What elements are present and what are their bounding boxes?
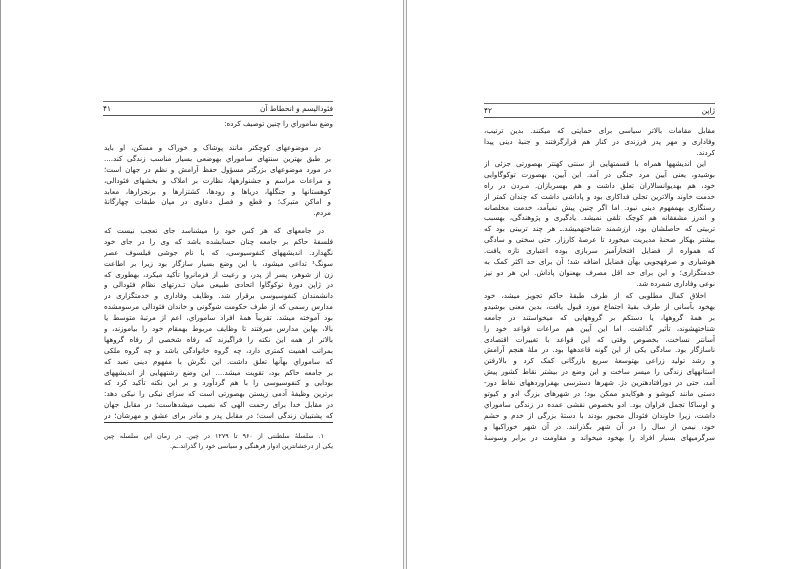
body-line: که ساموراي بهآنها تعلق داشت. این نگرش با مفهوم دینی تعبد که: [104, 356, 333, 366]
body-line: اخلاق کمال مطلوبی که از طرف طبقهٔ حاکم تجویز میشد، خود: [484, 291, 706, 300]
right-page-header: [484, 103, 715, 118]
body-line: بالاتر از همه این نکته را فراگیرند که رفاه شخصی از رفاه گروهها: [104, 334, 333, 344]
body-line: و رشد تولید زراعی بهتوسعهٔ سریع بازرگانی کمک کرد و بالارفتن: [484, 356, 715, 366]
body-line: دستی مانند کیوشو و هوکایدو ممکن بود؛ در شهرهای بزرگ ادو و کیوتو: [484, 389, 715, 399]
body-line: استانههای زندگی را میسر ساخت و این وضع در بیشتر نقاط کشور پیش: [484, 367, 715, 377]
right-page: [407, 0, 807, 569]
quote-line: و اماکن متبرک؛ و قطع و فصل دعاوی در میان طبقات چهارگانهٔ: [104, 197, 331, 207]
body-line: بر همهٔ گروهها، یا دستکم بر گروههایی که میخواستند در جامعه: [484, 312, 715, 322]
left-body-text: [104, 226, 333, 423]
quote-line: کوهستانها و جنگلها، دریاها و رودها، کشتزارها و برنجزارها، معابد: [104, 186, 331, 196]
body-line: بر جامعه حاکم بود، تقویت میشد.... این وضع رشتههایی از اندیشههای: [104, 367, 333, 377]
body-line: در مقابل خدا برای رحمت الهی که نصیب میشدهاست؛ در مقابل جهان: [104, 400, 333, 410]
right-paragraph-2: [484, 159, 715, 290]
body-line: داشت، زیرا خاوندان فئودال مجبور بودند با دستهٔ بزرگی از خدم و حشم: [484, 410, 715, 420]
quote-line: مردم.: [313, 208, 331, 218]
body-line: نوعی وفاداری شمرده شد.: [636, 278, 715, 288]
body-line: برترین وظیفهٔ آدمی زیستن بهصورتی است که سزای نیکی را نیکی دهد:: [104, 389, 333, 399]
body-line: آسانتر نساخت، بخصوص وقتی که این قواعد با تغییرات اقتصادی: [484, 334, 715, 344]
body-line: که همواره از فضایل افتخارآمیز سربازی بوده اعتباری تازه یافت.: [484, 246, 715, 256]
body-line: خدمتگزاری؛ و این برای حد اقل مصرف بهعنوان پاداش. این هر دو نیز: [484, 267, 715, 277]
body-line: سرگرمیهای بسیار افراد را بهخود میخواند و مقاومت در برابر وسوسهٔ: [484, 432, 715, 442]
body-line: بالا، بهاین مدارس میرفتند تا وظایف مربوط بهمقام خود را بیاموزند، و: [104, 324, 333, 334]
body-line: خود، نیمی از سال را در آن شهر بگذرانند. در آن شهر خوراکیها و: [484, 421, 715, 431]
body-line: نگهدارد. اندیشههای کنفوسیوسی، که با نام جوشی فیلسوف عصر: [104, 247, 333, 257]
body-line: این اندیشهها همراه با قسمتهایی از سنتی کهنتر بهصورتی جزئی از: [484, 159, 706, 168]
body-line: زن از شوهر، پسر از پدر، و رعیت از فرمانروا تأکید میکرد، بهطوری که: [104, 269, 333, 279]
right-page-number: ۴۲: [484, 106, 492, 115]
body-line: مدارس رسمی که از طرف حکومت شوگونی و خاندان فئودالی مرسومشده: [104, 302, 333, 312]
body-line: که پشتیبان زندگی است؛ در مقابل پدر و مادر برای عشق و مهرشان؛ در: [104, 411, 333, 423]
quote-line: در مورد موضوعهای بزرگتر مسؤول حفظ آرامش و نظم در جهان است؛: [104, 164, 331, 174]
body-line: فلسفهٔ حاکم بر جامعه چنان حسابشده باشد که وی را در جای خود: [104, 236, 333, 246]
left-intro: [104, 119, 333, 130]
body-line: بهخود بآسانی از طرف بقیهٔ اجتماع مورد قبول یافت، بدین معنی بوشیدو: [484, 301, 715, 311]
left-running-head: فئودالیسم و انحطاط آن: [259, 104, 333, 113]
quote-line: و مراعات مراسم و جشنوارهها، نظارت بر املاک و بخشهای فئودالی،: [104, 175, 331, 185]
left-footnote: [104, 432, 333, 451]
left-page-header: [103, 101, 333, 116]
body-line: خود، هم بهدیوانسالاران تعلق داشت و هم بهسربازان. مـردن در راه: [484, 180, 715, 190]
body-line: خدمت خاوند والاترین تجلی فداکاری بود و پاداشی داشت که چندان کمتر از: [484, 191, 715, 201]
body-line: آمد، حتی در دورافتادهترین دژ. شهرها دسترسی بهفراوردههای نقاط دور-: [484, 378, 715, 388]
body-line: و اندرز مشفقانه هم کوچک تلقی نمیشد. یادگیری و پژوهندگی، بهسبب: [484, 213, 715, 223]
body-line: ناسازگار بود. سادگی یکی از این گونه قاعدهها بود. در ملهٔ هنجم آرامش: [484, 345, 715, 355]
body-line: و اوساکا تجمل فراوان بود. ادو بخصوص نقشی عمده در زندگی ساموراي: [484, 399, 715, 409]
footnote-line: یکی از درخشانترین ادوار فرهنگی و سیاسی خود را گذراند.ـم.: [169, 441, 333, 450]
body-line: بود آموخته میشد. تقریباً همهٔ افراد ساموراي، اعم از مرتبهٔ متوسط یا: [104, 313, 333, 323]
body-line: بوشیدو، یعنی آیین مرد جنگی در آمد. این آیین، بهصورت توکوگاوایی: [484, 169, 715, 179]
body-line: تربیتی که حاصلشان بود، ارزشمند شناختهمیشد.ـ هر چند تربیتی بود که: [484, 224, 715, 234]
body-line: رستگاری بهمفهوم دینی نبود. اما اگر چنین پیش نمیآمد، خدمت مخلصانه: [484, 202, 715, 212]
body-line: شناختهشوند، تأثیر گذاشت. اما این آیین هم مراعات قواعد خود را: [484, 323, 715, 333]
body-line: سونگ¹ تداعی میشود، با این وضع بسیار سازگار بود زیرا بر اطاعت: [104, 258, 333, 268]
intro-line: وضع ساموراي را چنين توصيف کرده:: [224, 119, 333, 128]
left-page: [0, 0, 403, 569]
body-line: در جامعهای که هر کس خود را میشناسد جای تعجب نیست که: [104, 226, 324, 235]
quote-line: در موضوعهای کوچکتر مانند پوشاک و خوراک و مسکن، او باید: [104, 143, 321, 152]
quote-line: بر طبق بهترین سنتهای ساموراي بهوضعی بسیار مناسب زندگی کند....: [104, 153, 331, 163]
body-line: بمراتب اهمیت کمتری دارد، چه گروه خانوادگی باشد و چه گروه ملکی: [104, 345, 333, 355]
body-line: در ژاپن دورهٔ توکوگاوا اتحادی طبیعی میان تـدرتهای نظام فئودالی و: [104, 280, 333, 290]
footnote-line: ۱. سلسلهٔ سلطنتی از ۹۶۰ تا ۱۲۷۹ در چین. در زمان این سلسله چین: [104, 432, 324, 440]
body-line: دانشمندان کنفوسیوسی برقرار شد. وظایف وفاداری و خدمتگزاری در: [104, 291, 333, 301]
body-line: بودایی و کنفوسیوسی را با هم گردآورد و بر این نکته تأکید کرد که: [104, 378, 333, 388]
body-line: هوشیاری و صرفهجویی بهآن فضایل اضافه شد؛ آن برای حد اکثر کمک به: [484, 257, 715, 267]
left-quote-block: [104, 143, 333, 219]
left-page-number: ۴۱: [103, 104, 111, 113]
right-paragraph-1: [484, 126, 715, 159]
right-running-head: ژاپن: [701, 106, 715, 115]
right-paragraph-3: [484, 291, 715, 443]
body-line: کردند.: [696, 147, 715, 157]
body-line: وفاداری و مهر پدر فرزندی در کنار هم قرارگرفتند و جنبهٔ دینی پیدا: [484, 136, 715, 146]
body-line: بیشتر بهکار صحنهٔ مدیریت میخورد تا عرصهٔ کارزار. حتی سختی و سادگی: [484, 235, 715, 245]
body-line: مقابل مقامات بالاتر سیاسی برای حمایتی که میکنند. بدین ترتیب،: [484, 126, 715, 135]
